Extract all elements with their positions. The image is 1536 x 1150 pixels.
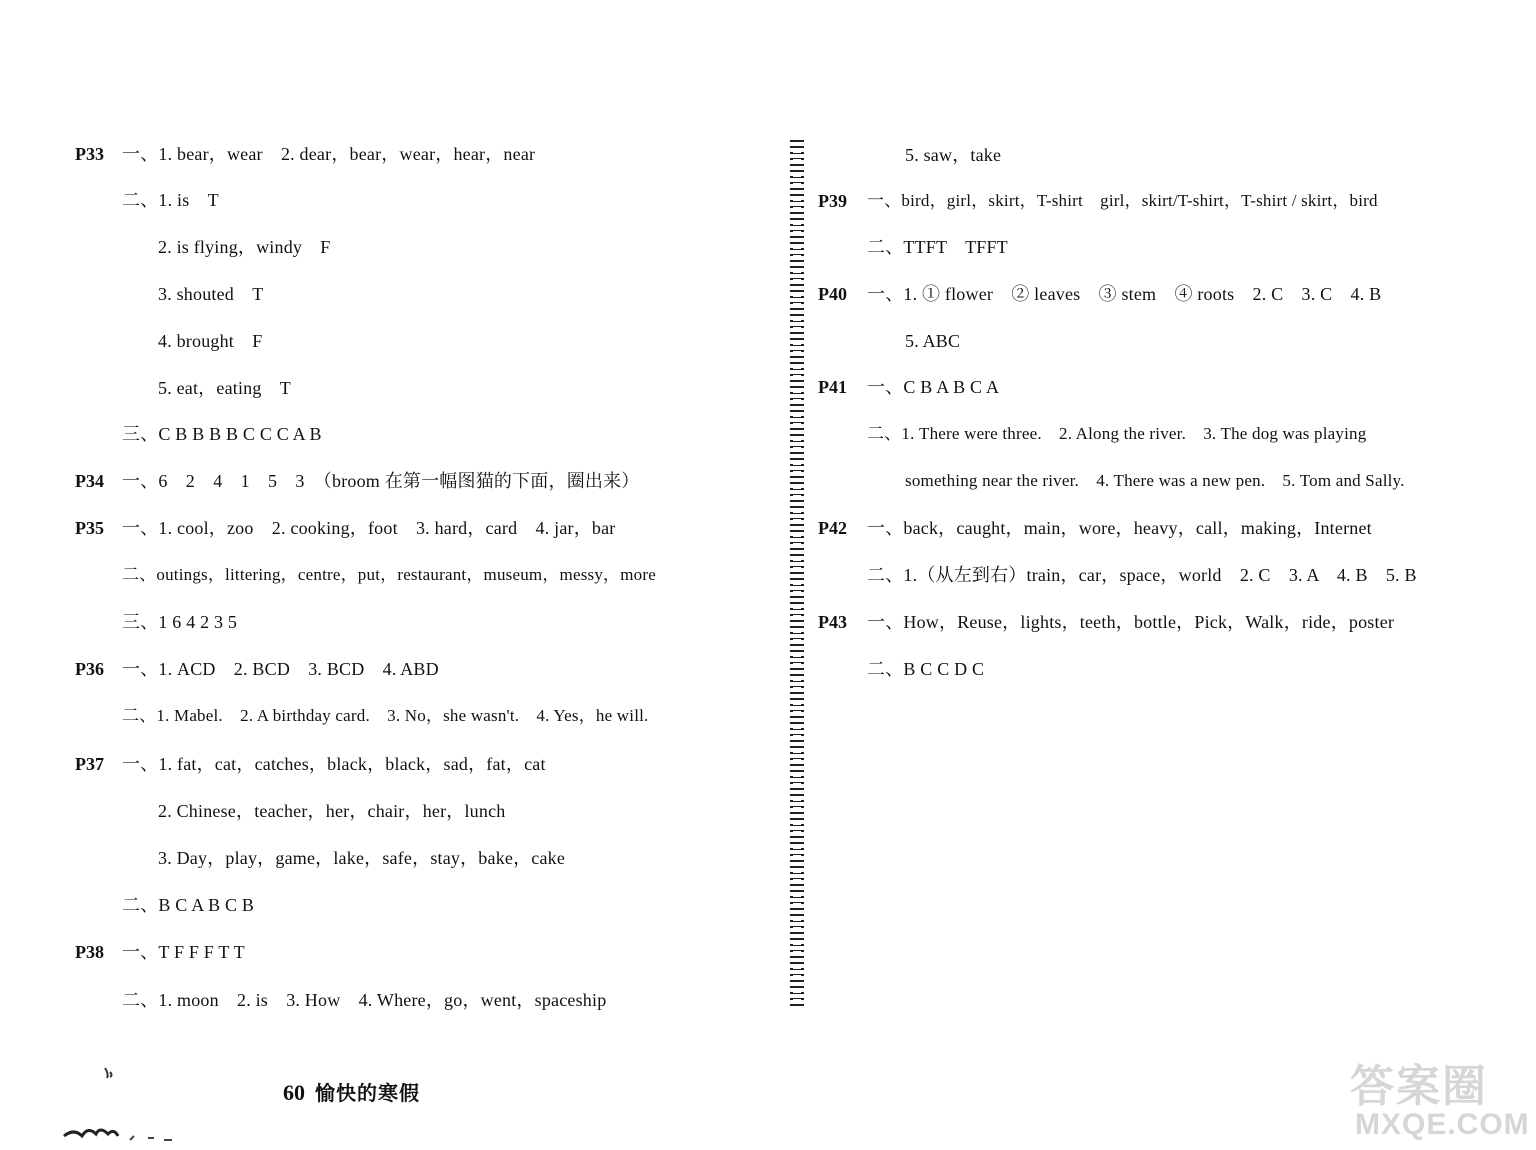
page-code-p37: P37 <box>75 754 104 774</box>
answer-line: something near the river. 4. There was a new pen. 5. Tom and Sally. <box>905 471 1405 490</box>
watermark-cn: 答案圈 <box>1350 1062 1488 1111</box>
book-title: 愉快的寒假 <box>315 1083 420 1105</box>
footer <box>283 1077 420 1106</box>
answer-line: 4. brought F <box>158 331 263 351</box>
answer-line: 一、1. fat，cat，catches，black，black，sad，fat，cat <box>122 754 546 774</box>
page-code-p36: P36 <box>75 659 104 679</box>
answer-line: 一、1. ACD 2. BCD 3. BCD 4. ABD <box>122 659 439 679</box>
answer-line: 3. Day，play，game，lake，safe，stay，bake，cake <box>158 848 566 868</box>
answer-line: 2. is flying，windy F <box>158 237 331 257</box>
page-code-p39: P39 <box>818 191 847 211</box>
page-code-p34: P34 <box>75 471 104 491</box>
answer-line: 一、1. bear，wear 2. dear，bear，wear，hear，near <box>122 144 536 164</box>
answer-line: 二、1. Mabel. 2. A birthday card. 3. No，she wasn't. 4. Yes，he will. <box>122 706 649 725</box>
answer-line: 5. eat，eating T <box>158 378 291 398</box>
answer-line: 二、outings，littering，centre，put，restaurant，museum，messy，more <box>122 565 656 584</box>
answer-line: 二、1. moon 2. is 3. How 4. Where，go，went，spaceship <box>122 990 607 1010</box>
watermark-en: MXQE.COM <box>1355 1108 1530 1141</box>
answer-line: 2. Chinese，teacher，her，chair，her，lunch <box>158 801 506 821</box>
answer-line: 二、TTFT TFFT <box>867 237 1008 257</box>
answer-line: 一、1. cool，zoo 2. cooking，foot 3. hard，card 4. jar，bar <box>122 518 616 538</box>
answer-line: 5. ABC <box>905 331 961 351</box>
answer-line: 一、6 2 4 1 5 3 （broom 在第一幅图猫的下面，圈出来） <box>122 471 640 491</box>
answer-line: 一、bird，girl，skirt，T-shirt girl，skirt/T-shirt，T-shirt / skirt，bird <box>867 191 1378 210</box>
answer-line: 三、C B B B B C C C A B <box>122 424 322 444</box>
page-number: 60 <box>283 1080 305 1105</box>
page-code-p35: P35 <box>75 518 104 538</box>
answer-line: 3. shouted T <box>158 284 264 304</box>
answer-line: 二、1. is T <box>122 190 219 210</box>
answer-line: 二、B C C D C <box>867 659 985 679</box>
scribble-mark <box>60 1060 180 1150</box>
answer-line: 一、C B A B C A <box>867 377 1000 397</box>
watermark <box>1330 1050 1530 1145</box>
answer-line: 一、1. ① flower ② leaves ③ stem ④ roots 2. C 3. C 4. B <box>867 284 1382 304</box>
page-code-p40: P40 <box>818 284 847 304</box>
answer-line: 一、T F F F T T <box>122 942 245 962</box>
answer-line: 三、1 6 4 2 3 5 <box>122 612 238 632</box>
answer-line: 5. saw，take <box>905 145 1002 165</box>
answer-line: 一、How，Reuse，lights，teeth，bottle，Pick，Walk，ride，poster <box>867 612 1395 632</box>
answer-line: 二、1. There were three. 2. Along the river. 3. The dog was playing <box>867 424 1367 443</box>
answer-line: 二、B C A B C B <box>122 895 255 915</box>
page-code-p42: P42 <box>818 518 847 538</box>
answer-line: 一、back，caught，main，wore，heavy，call，making，Internet <box>867 518 1372 538</box>
page-code-p38: P38 <box>75 942 104 962</box>
page-code-p41: P41 <box>818 377 847 397</box>
page-code-p43: P43 <box>818 612 847 632</box>
page-code-p33: P33 <box>75 144 104 164</box>
answer-line: 二、1.（从左到右）train，car，space，world 2. C 3. A 4. B 5. B <box>867 565 1417 585</box>
column-divider <box>790 140 804 1010</box>
